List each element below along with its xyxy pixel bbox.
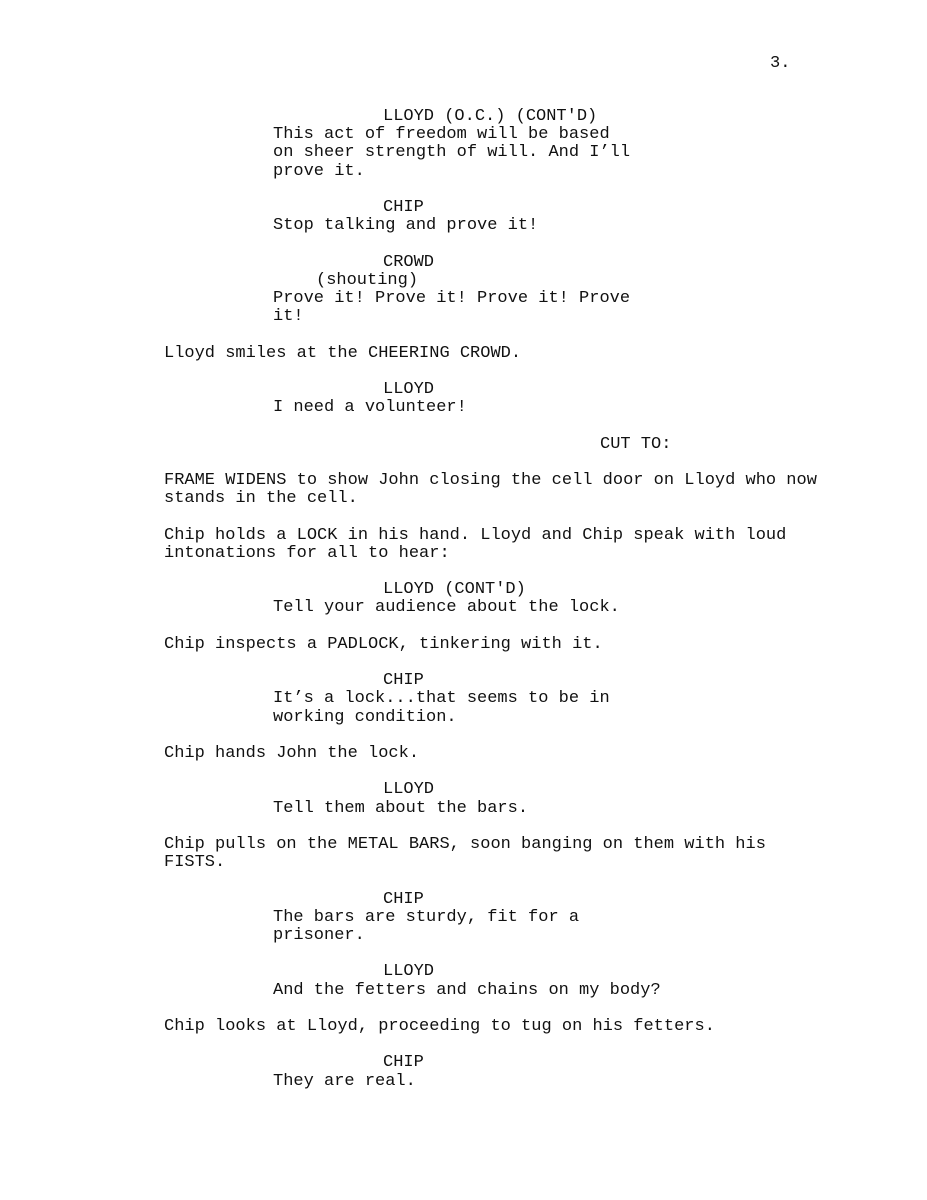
transition: CUT TO: bbox=[600, 435, 672, 454]
character-name: LLOYD bbox=[383, 962, 435, 981]
action-line: intonations for all to hear: bbox=[164, 544, 450, 563]
dialogue-line: working condition. bbox=[273, 708, 457, 727]
dialogue-line: Stop talking and prove it! bbox=[273, 216, 539, 235]
dialogue-line: Tell your audience about the lock. bbox=[273, 598, 620, 617]
character-name: CHIP bbox=[383, 890, 424, 909]
dialogue-line: The bars are sturdy, fit for a bbox=[273, 908, 580, 927]
dialogue-line: They are real. bbox=[273, 1072, 416, 1091]
character-name: CROWD bbox=[383, 253, 435, 272]
action-line: Chip hands John the lock. bbox=[164, 744, 420, 763]
action-line: Lloyd smiles at the CHEERING CROWD. bbox=[164, 344, 522, 363]
action-line: Chip looks at Lloyd, proceeding to tug on his fetters. bbox=[164, 1017, 715, 1036]
character-name: LLOYD bbox=[383, 780, 435, 799]
dialogue-line: It’s a lock...that seems to be in bbox=[273, 689, 610, 708]
page-number: 3. bbox=[770, 54, 791, 73]
action-line: Chip holds a LOCK in his hand. Lloyd and Chip speak with loud bbox=[164, 526, 787, 545]
action-line: stands in the cell. bbox=[164, 489, 358, 508]
dialogue-line: on sheer strength of will. And I’ll bbox=[273, 143, 631, 162]
dialogue-line: I need a volunteer! bbox=[273, 398, 467, 417]
dialogue-line: This act of freedom will be based bbox=[273, 125, 610, 144]
dialogue-line: prove it. bbox=[273, 162, 365, 181]
action-line: Chip pulls on the METAL BARS, soon banging on them with his bbox=[164, 835, 766, 854]
character-name: CHIP bbox=[383, 1053, 424, 1072]
parenthetical: (shouting) bbox=[316, 271, 419, 290]
dialogue-line: it! bbox=[273, 307, 304, 326]
character-name: CHIP bbox=[383, 198, 424, 217]
character-name: LLOYD bbox=[383, 380, 435, 399]
action-line: FISTS. bbox=[164, 853, 226, 872]
dialogue-line: prisoner. bbox=[273, 926, 365, 945]
dialogue-line: Prove it! Prove it! Prove it! Prove bbox=[273, 289, 631, 308]
character-name: LLOYD (O.C.) (CONT'D) bbox=[383, 107, 598, 126]
character-name: CHIP bbox=[383, 671, 424, 690]
dialogue-line: And the fetters and chains on my body? bbox=[273, 981, 661, 1000]
character-name: LLOYD (CONT'D) bbox=[383, 580, 526, 599]
dialogue-line: Tell them about the bars. bbox=[273, 799, 529, 818]
action-line: Chip inspects a PADLOCK, tinkering with it. bbox=[164, 635, 603, 654]
action-line: FRAME WIDENS to show John closing the cell door on Lloyd who now bbox=[164, 471, 817, 490]
